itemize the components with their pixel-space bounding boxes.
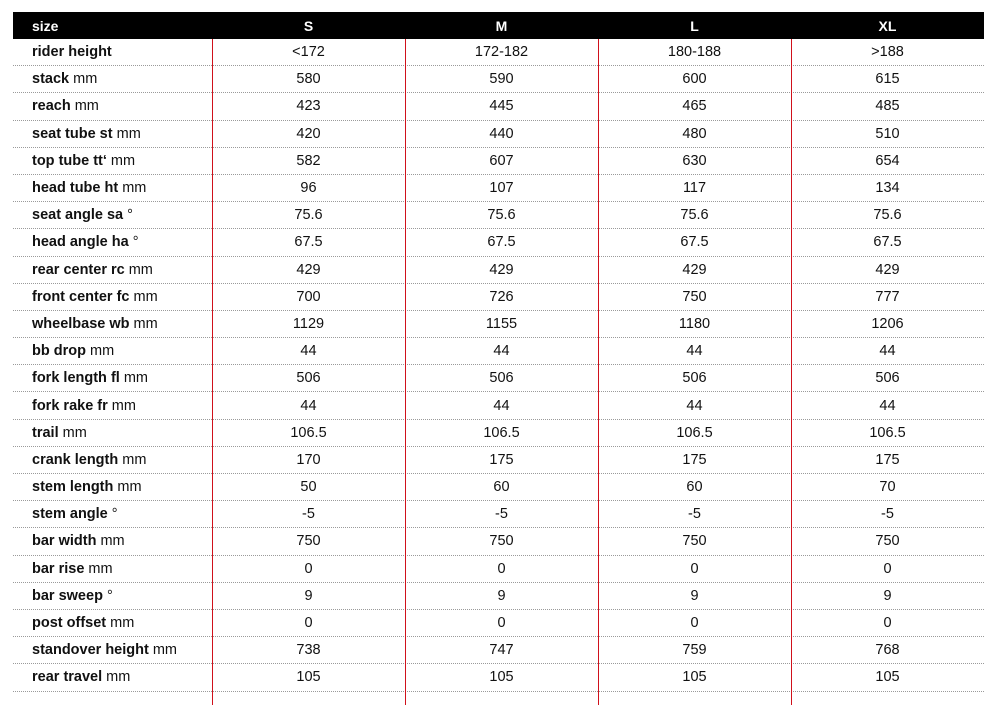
row-name: trail	[32, 424, 59, 441]
cell-value: 9	[883, 587, 892, 604]
row-label	[13, 615, 212, 631]
cell-value: 117	[682, 180, 707, 197]
table-row	[13, 447, 984, 474]
cell-value: 615	[875, 71, 900, 88]
row-label	[13, 234, 212, 250]
cell-value: 106.5	[483, 424, 520, 441]
cell-value: 106.5	[290, 424, 327, 441]
cell-value: 67.5	[680, 234, 709, 251]
cell-value: 0	[883, 615, 892, 632]
cell-value: 738	[296, 642, 321, 659]
table-row	[13, 175, 984, 202]
row-unit: mm	[106, 615, 135, 632]
row-name: head angle ha	[32, 234, 129, 251]
cell-value: 429	[682, 261, 707, 278]
row-unit: mm	[124, 261, 153, 278]
cell-value: 0	[497, 560, 506, 577]
cell-value: 70	[879, 479, 896, 496]
cell-value: 9	[690, 587, 699, 604]
row-unit: mm	[118, 451, 147, 468]
cell-value: 440	[489, 125, 514, 142]
cell-value: 600	[682, 71, 707, 88]
row-label	[13, 370, 212, 386]
row-label	[13, 561, 212, 577]
row-name: top tube tt‘	[32, 152, 107, 169]
cell-value: 75.6	[680, 207, 709, 224]
table-row	[13, 501, 984, 528]
header-size-m: M	[495, 17, 508, 34]
table-row	[13, 93, 984, 120]
column-divider	[791, 39, 792, 705]
row-name: head tube ht	[32, 180, 119, 197]
header-size-xl: XL	[878, 17, 897, 34]
table-row	[13, 392, 984, 419]
row-label	[13, 289, 212, 305]
row-label	[13, 506, 212, 522]
cell-value: 0	[304, 615, 313, 632]
table-row	[13, 610, 984, 637]
cell-value: 506	[489, 370, 514, 387]
header-size-s: S	[303, 17, 314, 34]
cell-value: 50	[300, 479, 317, 496]
cell-value: 105	[875, 669, 900, 686]
table-row	[13, 420, 984, 447]
table-row	[13, 583, 984, 610]
row-name: front center fc	[32, 288, 130, 305]
cell-value: 506	[296, 370, 321, 387]
cell-value: 0	[690, 560, 699, 577]
cell-value: 106.5	[869, 424, 906, 441]
row-unit: °	[107, 506, 118, 523]
row-name: stem angle	[32, 506, 108, 523]
row-label	[13, 180, 212, 196]
row-name: crank length	[32, 451, 119, 468]
cell-value: -5	[688, 506, 701, 523]
table-row	[13, 121, 984, 148]
cell-value: 67.5	[873, 234, 902, 251]
row-label	[13, 316, 212, 332]
cell-value: 445	[489, 98, 514, 115]
cell-value: 423	[296, 98, 321, 115]
cell-value: 420	[296, 125, 321, 142]
cell-value: 1155	[485, 315, 518, 332]
row-unit: mm	[148, 642, 178, 659]
row-name: rear travel	[32, 669, 103, 686]
cell-value: 1206	[871, 315, 904, 332]
cell-value: -5	[881, 506, 894, 523]
cell-value: 506	[682, 370, 707, 387]
table-row	[13, 664, 984, 691]
cell-value: 750	[682, 288, 707, 305]
row-label	[13, 262, 212, 278]
table-row	[13, 229, 984, 256]
cell-value: 750	[489, 533, 514, 550]
table-row	[13, 556, 984, 583]
row-unit: mm	[129, 288, 158, 305]
cell-value: 67.5	[294, 234, 323, 251]
table-header	[13, 12, 984, 39]
table-row	[13, 474, 984, 501]
table-row	[13, 148, 984, 175]
row-unit: mm	[129, 315, 158, 332]
cell-value: -5	[302, 506, 315, 523]
cell-value: 107	[489, 180, 514, 197]
row-name: bb drop	[32, 343, 86, 360]
row-unit: °	[123, 207, 133, 224]
cell-value: 172-182	[474, 44, 529, 61]
cell-value: 429	[875, 261, 900, 278]
row-unit: °	[102, 587, 113, 604]
table-row	[13, 365, 984, 392]
row-label	[13, 71, 212, 87]
row-name: rider height	[32, 44, 112, 61]
row-unit: mm	[58, 424, 87, 441]
row-name: stack	[32, 71, 70, 88]
table-row	[13, 66, 984, 93]
row-unit: mm	[119, 370, 148, 387]
cell-value: 768	[875, 642, 900, 659]
cell-value: 106.5	[676, 424, 713, 441]
column-divider	[598, 39, 599, 705]
row-label	[13, 452, 212, 468]
row-name: seat angle sa	[32, 207, 124, 224]
cell-value: 175	[489, 451, 514, 468]
cell-value: 0	[304, 560, 313, 577]
cell-value: 67.5	[487, 234, 516, 251]
row-name: fork length fl	[32, 370, 120, 387]
cell-value: 654	[875, 152, 900, 169]
cell-value: 630	[682, 152, 707, 169]
header-size-l: L	[690, 17, 699, 34]
row-name: seat tube st	[32, 125, 113, 142]
cell-value: 75.6	[487, 207, 516, 224]
row-unit: mm	[70, 98, 99, 115]
cell-value: 465	[682, 98, 707, 115]
row-label	[13, 98, 212, 114]
geometry-table	[13, 12, 984, 692]
cell-value: 180-188	[667, 44, 722, 61]
row-unit: mm	[113, 479, 142, 496]
cell-value: 0	[497, 615, 506, 632]
cell-value: <172	[292, 44, 325, 61]
row-name: post offset	[32, 615, 107, 632]
cell-value: 506	[875, 370, 900, 387]
cell-value: 105	[682, 669, 707, 686]
cell-value: 580	[296, 71, 321, 88]
cell-value: 750	[875, 533, 900, 550]
cell-value: 44	[686, 397, 703, 414]
cell-value: 1129	[292, 315, 325, 332]
cell-value: 60	[493, 479, 510, 496]
cell-value: 747	[489, 642, 514, 659]
row-unit: mm	[107, 397, 136, 414]
row-name: bar sweep	[32, 587, 103, 604]
cell-value: 105	[489, 669, 514, 686]
row-label	[13, 588, 212, 604]
row-unit: mm	[118, 180, 147, 197]
cell-value: 96	[300, 180, 317, 197]
cell-value: 175	[875, 451, 900, 468]
row-label	[13, 479, 212, 495]
row-label	[13, 207, 212, 223]
table-row	[13, 284, 984, 311]
row-name: bar width	[32, 533, 97, 550]
row-name: fork rake fr	[32, 397, 108, 414]
row-unit: mm	[96, 533, 125, 550]
column-divider	[212, 39, 213, 705]
table-row	[13, 39, 984, 66]
cell-value: 700	[296, 288, 321, 305]
row-unit: mm	[102, 669, 131, 686]
cell-value: 60	[686, 479, 703, 496]
cell-value: 429	[296, 261, 321, 278]
cell-value: 44	[493, 343, 510, 360]
cell-value: 429	[489, 261, 514, 278]
cell-value: -5	[495, 506, 508, 523]
row-name: wheelbase wb	[32, 315, 130, 332]
row-label	[13, 153, 212, 169]
row-label	[13, 44, 212, 60]
cell-value: 44	[300, 343, 317, 360]
cell-value: 44	[686, 343, 703, 360]
cell-value: 582	[296, 152, 321, 169]
cell-value: 44	[879, 343, 896, 360]
row-unit: mm	[85, 343, 115, 360]
cell-value: 44	[300, 397, 317, 414]
cell-value: 510	[875, 125, 900, 142]
cell-value: 75.6	[873, 207, 902, 224]
cell-value: 134	[875, 180, 900, 197]
table-row	[13, 257, 984, 284]
table-row	[13, 338, 984, 365]
table-body	[13, 39, 984, 692]
cell-value: 485	[875, 98, 900, 115]
cell-value: 0	[690, 615, 699, 632]
row-unit: mm	[69, 71, 98, 88]
column-divider	[405, 39, 406, 705]
cell-value: 175	[682, 451, 707, 468]
table-row	[13, 311, 984, 338]
row-label	[13, 343, 212, 359]
table-row	[13, 637, 984, 664]
row-label	[13, 425, 212, 441]
table-row	[13, 202, 984, 229]
cell-value: 9	[304, 587, 313, 604]
table-row	[13, 528, 984, 555]
row-label	[13, 642, 212, 658]
cell-value: 607	[489, 152, 514, 169]
row-unit: mm	[112, 125, 141, 142]
row-name: rear center rc	[32, 261, 125, 278]
row-name: stem length	[32, 479, 114, 496]
cell-value: 9	[497, 587, 506, 604]
cell-value: 750	[682, 533, 707, 550]
cell-value: 170	[296, 451, 321, 468]
cell-value: 0	[883, 560, 892, 577]
row-label	[13, 533, 212, 549]
cell-value: >188	[871, 44, 904, 61]
row-label	[13, 126, 212, 142]
row-unit: °	[128, 234, 139, 251]
cell-value: 105	[296, 669, 321, 686]
cell-value: 75.6	[294, 207, 323, 224]
row-label	[13, 669, 212, 685]
cell-value: 480	[682, 125, 707, 142]
row-unit: mm	[106, 152, 136, 169]
row-unit: mm	[84, 560, 113, 577]
cell-value: 1180	[678, 315, 711, 332]
header-size-label: size	[32, 17, 59, 34]
cell-value: 726	[489, 288, 514, 305]
row-name: bar rise	[32, 560, 85, 577]
cell-value: 759	[682, 642, 707, 659]
cell-value: 777	[875, 288, 900, 305]
cell-value: 750	[296, 533, 321, 550]
cell-value: 44	[493, 397, 510, 414]
row-name: standover height	[32, 642, 149, 659]
row-label	[13, 398, 212, 414]
row-name: reach	[32, 98, 71, 115]
cell-value: 590	[489, 71, 514, 88]
cell-value: 44	[879, 397, 896, 414]
